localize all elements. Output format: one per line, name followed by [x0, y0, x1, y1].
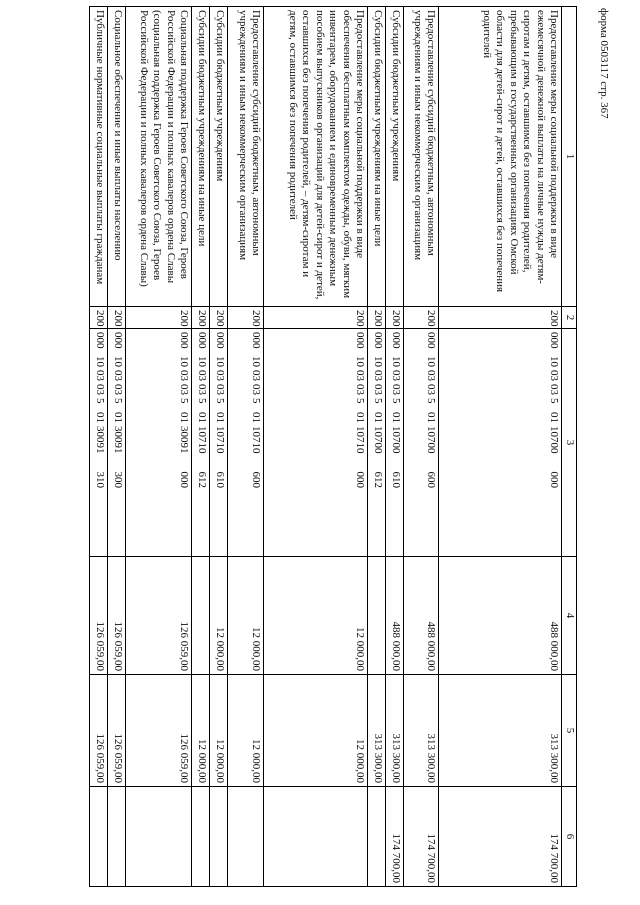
table-row	[108, 7, 126, 887]
row-unexecuted: 174 700,00	[404, 787, 439, 887]
row-name: Предоставление субсидий бюджетным, автономным учреждениям и иным некоммерческим организациям	[404, 7, 439, 307]
row-name: Субсидии бюджетным учреждениям	[210, 7, 228, 307]
row-budget-code	[368, 329, 386, 557]
row-approved: 126 059,00	[90, 557, 108, 675]
code-segment: 03	[372, 370, 385, 381]
code-segment: 000	[354, 471, 367, 488]
code-segment: 10710	[196, 426, 209, 454]
row-unexecuted: 174 700,00	[386, 787, 404, 887]
code-segment: 612	[196, 471, 209, 488]
row-approved: 12 000,00	[210, 557, 228, 675]
code-segment: 01	[548, 412, 561, 423]
code-segment: 000	[372, 332, 385, 349]
code-segment: 01	[354, 412, 367, 423]
row-line-code: 200	[264, 307, 368, 329]
row-line-code: 200	[126, 307, 192, 329]
column-number: 5	[562, 675, 577, 787]
form-caption: форма 0503117 стр. 367	[598, 8, 610, 119]
code-segment: 5	[354, 398, 367, 404]
code-segment: 01	[372, 412, 385, 423]
code-segment: 5	[214, 398, 227, 404]
code-segment: 000	[548, 471, 561, 488]
row-line-code: 200	[386, 307, 404, 329]
row-line-code: 200	[192, 307, 210, 329]
column-number: 3	[562, 329, 577, 557]
row-budget-code	[126, 329, 192, 557]
row-unexecuted	[264, 787, 368, 887]
row-unexecuted	[192, 787, 210, 887]
table-row	[439, 7, 562, 887]
row-budget-code	[264, 329, 368, 557]
code-segment: 000	[112, 332, 125, 349]
row-name: Социальная поддержка Героев Советского Союза, Героев Российской Федерации и полных кавалеров ордена Славы (социальная поддержка Героев Советского Союза, Героев Российской Федерации и полных кавалеров ордена Славы)	[126, 7, 192, 307]
row-unexecuted	[210, 787, 228, 887]
table-row	[90, 7, 108, 887]
code-segment: 10710	[214, 426, 227, 454]
code-segment: 03	[250, 384, 263, 395]
row-name: Публичные нормативные социальные выплаты гражданам	[90, 7, 108, 307]
row-name: Предоставление меры социальной поддержки в виде ежемесячной денежной выплаты на личные нужды детям-сиротам и детям, оставшимся без попечения родителей, пребывающим в государственных организациях Омской области для детей-сирот и детей, оставшихся без попечения родителей	[439, 7, 562, 307]
row-line-code: 200	[368, 307, 386, 329]
row-line-code: 200	[210, 307, 228, 329]
row-name: Предоставление субсидий бюджетным, автономным учреждениям и иным некоммерческим организациям	[228, 7, 264, 307]
row-approved: 12 000,00	[228, 557, 264, 675]
code-segment: 01	[425, 412, 438, 423]
code-segment: 5	[94, 398, 107, 404]
code-segment: 10	[196, 356, 209, 367]
code-segment: 600	[250, 471, 263, 488]
code-segment: 10700	[372, 426, 385, 454]
rotated-page	[2, 6, 577, 886]
row-budget-code	[210, 329, 228, 557]
code-segment: 30091	[94, 426, 107, 454]
code-segment: 10	[425, 356, 438, 367]
table-row	[404, 7, 439, 887]
code-segment: 01	[214, 412, 227, 423]
table-row	[228, 7, 264, 887]
column-number: 2	[562, 307, 577, 329]
code-segment: 03	[112, 370, 125, 381]
row-unexecuted	[228, 787, 264, 887]
column-number: 4	[562, 557, 577, 675]
row-line-code: 200	[108, 307, 126, 329]
row-executed: 126 059,00	[108, 675, 126, 787]
code-segment: 612	[372, 471, 385, 488]
row-executed: 313 300,00	[404, 675, 439, 787]
row-name: Предоставление меры социальной поддержки в виде обеспечения бесплатным комплектом одежды, обуви, мягким инвентарем, оборудованием и единовременным денежным пособием выпускников организаций для детей-сирот и детей, оставшихся без попечения родителей, – детям-сиротам и детям, оставшимся без попечения родителей	[264, 7, 368, 307]
code-segment: 03	[548, 384, 561, 395]
code-segment: 000	[178, 332, 191, 349]
code-segment: 10700	[390, 426, 403, 454]
code-segment: 01	[94, 412, 107, 423]
budget-table	[90, 6, 578, 887]
row-line-code: 200	[404, 307, 439, 329]
code-segment: 10	[372, 356, 385, 367]
row-unexecuted: 174 700,00	[439, 787, 562, 887]
code-segment: 03	[425, 370, 438, 381]
table-row	[264, 7, 368, 887]
table-row	[192, 7, 210, 887]
code-segment: 10710	[354, 426, 367, 454]
code-segment: 000	[548, 332, 561, 349]
row-approved	[192, 557, 210, 675]
code-segment: 30091	[112, 426, 125, 454]
code-segment: 000	[178, 471, 191, 488]
code-segment: 000	[425, 332, 438, 349]
code-segment: 03	[390, 370, 403, 381]
code-segment: 000	[196, 332, 209, 349]
code-segment: 03	[548, 370, 561, 381]
code-segment: 10	[214, 356, 227, 367]
row-approved: 126 059,00	[126, 557, 192, 675]
row-approved: 488 000,00	[439, 557, 562, 675]
row-name: Социальное обеспечение и иные выплаты населению	[108, 7, 126, 307]
code-segment: 300	[112, 471, 125, 488]
code-segment: 10	[178, 356, 191, 367]
code-segment: 5	[390, 398, 403, 404]
code-segment: 5	[425, 398, 438, 404]
code-segment: 03	[178, 370, 191, 381]
code-segment: 03	[178, 384, 191, 395]
row-unexecuted	[126, 787, 192, 887]
code-segment: 03	[112, 384, 125, 395]
row-unexecuted	[368, 787, 386, 887]
code-segment: 03	[372, 384, 385, 395]
code-segment: 10	[112, 356, 125, 367]
code-segment: 03	[196, 384, 209, 395]
row-approved: 12 000,00	[264, 557, 368, 675]
code-segment: 5	[112, 398, 125, 404]
row-budget-code	[192, 329, 210, 557]
row-approved: 488 000,00	[404, 557, 439, 675]
table-row	[386, 7, 404, 887]
row-approved	[368, 557, 386, 675]
code-segment: 30091	[178, 426, 191, 454]
row-name: Субсидии бюджетным учреждениям	[386, 7, 404, 307]
code-segment: 03	[94, 384, 107, 395]
code-segment: 5	[548, 398, 561, 404]
row-line-code: 200	[439, 307, 562, 329]
row-executed: 313 300,00	[386, 675, 404, 787]
row-unexecuted	[90, 787, 108, 887]
row-approved: 126 059,00	[108, 557, 126, 675]
code-segment: 01	[390, 412, 403, 423]
row-executed: 313 300,00	[439, 675, 562, 787]
code-segment: 5	[178, 398, 191, 404]
row-name: Субсидии бюджетным учреждениям на иные цели	[192, 7, 210, 307]
code-segment: 10	[94, 356, 107, 367]
row-budget-code	[90, 329, 108, 557]
code-segment: 10700	[425, 426, 438, 454]
code-segment: 01	[250, 412, 263, 423]
table-row	[126, 7, 192, 887]
code-segment: 10	[390, 356, 403, 367]
code-segment: 03	[425, 384, 438, 395]
row-unexecuted	[108, 787, 126, 887]
row-budget-code	[108, 329, 126, 557]
code-segment: 610	[390, 471, 403, 488]
code-segment: 10	[354, 356, 367, 367]
row-line-code: 200	[90, 307, 108, 329]
code-segment: 000	[94, 332, 107, 349]
row-executed: 12 000,00	[210, 675, 228, 787]
code-segment: 600	[425, 471, 438, 488]
code-segment: 10710	[250, 426, 263, 454]
row-executed: 313 300,00	[368, 675, 386, 787]
code-segment: 310	[94, 471, 107, 488]
row-executed: 12 000,00	[228, 675, 264, 787]
code-segment: 000	[354, 332, 367, 349]
code-segment: 03	[354, 370, 367, 381]
code-segment: 01	[178, 412, 191, 423]
row-approved: 488 000,00	[386, 557, 404, 675]
code-segment: 000	[390, 332, 403, 349]
row-budget-code	[386, 329, 404, 557]
code-segment: 000	[214, 332, 227, 349]
row-budget-code	[439, 329, 562, 557]
code-segment: 03	[214, 370, 227, 381]
table-row	[368, 7, 386, 887]
code-segment: 03	[214, 384, 227, 395]
code-segment: 03	[196, 370, 209, 381]
row-name: Субсидии бюджетным учреждениям на иные цели	[368, 7, 386, 307]
code-segment: 03	[94, 370, 107, 381]
code-segment: 03	[390, 384, 403, 395]
column-number: 6	[562, 787, 577, 887]
table-row	[210, 7, 228, 887]
row-budget-code	[228, 329, 264, 557]
code-segment: 03	[354, 384, 367, 395]
code-segment: 5	[196, 398, 209, 404]
code-segment: 5	[250, 398, 263, 404]
code-segment: 01	[196, 412, 209, 423]
row-executed: 12 000,00	[192, 675, 210, 787]
code-segment: 10700	[548, 426, 561, 454]
row-line-code: 200	[228, 307, 264, 329]
column-number-row	[562, 7, 577, 887]
code-segment: 610	[214, 471, 227, 488]
code-segment: 000	[250, 332, 263, 349]
code-segment: 10	[250, 356, 263, 367]
row-executed: 126 059,00	[90, 675, 108, 787]
code-segment: 03	[250, 370, 263, 381]
row-executed: 126 059,00	[126, 675, 192, 787]
row-budget-code	[404, 329, 439, 557]
code-segment: 10	[548, 356, 561, 367]
code-segment: 5	[372, 398, 385, 404]
column-number: 1	[562, 7, 577, 307]
code-segment: 01	[112, 412, 125, 423]
row-executed: 12 000,00	[264, 675, 368, 787]
